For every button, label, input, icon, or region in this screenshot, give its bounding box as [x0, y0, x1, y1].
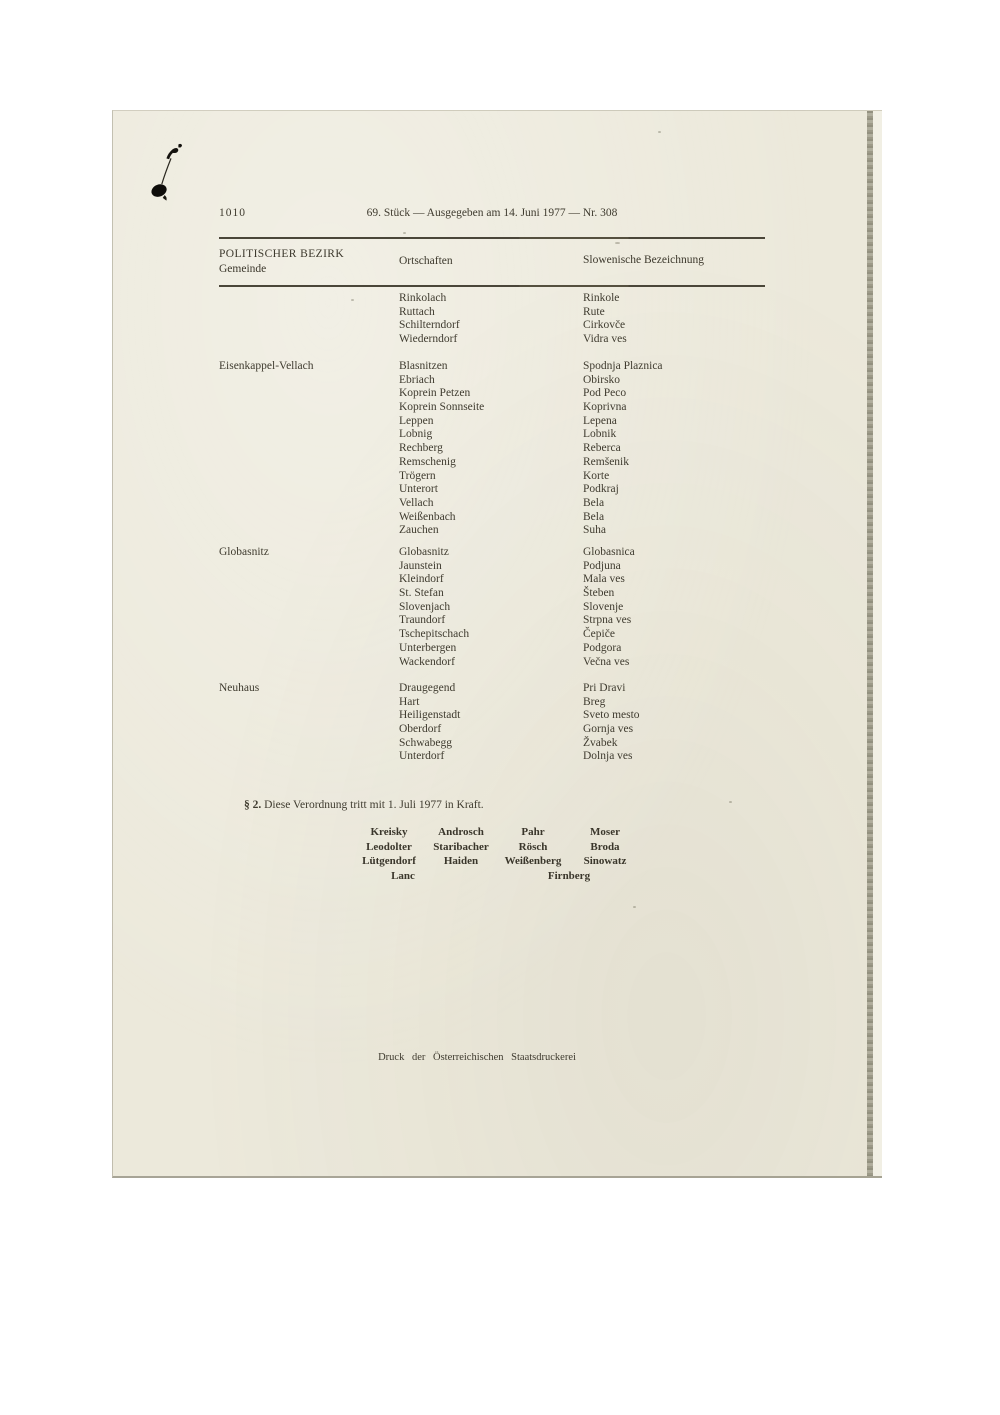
signature-name: Lütgendorf	[362, 855, 416, 868]
slowenisch-cell: Suha	[583, 524, 606, 537]
ortschaft-cell: Tschepitschach	[399, 628, 470, 641]
section-2-paragraph	[244, 799, 484, 813]
table-row	[113, 601, 813, 615]
ortschaft-cell: Ruttach	[399, 305, 435, 318]
section-text: Diese Verordnung tritt mit 1. Juli 1977 in Kraft.	[261, 799, 484, 811]
signature-name: Androsch	[438, 826, 484, 838]
ortschaft-cell: Kleindorf	[399, 573, 444, 586]
slowenisch-cell: Žvabek	[583, 736, 618, 749]
table-group	[113, 682, 813, 764]
slowenisch-cell: Bela	[583, 510, 605, 523]
ortschaft-cell: Wiederndorf	[399, 333, 458, 346]
slowenisch-cell: Pri Dravi	[583, 682, 626, 694]
table-row	[113, 573, 813, 587]
signature-name: Leodolter	[366, 840, 412, 853]
table-header-rule	[219, 285, 765, 287]
table-group	[113, 360, 813, 538]
ortschaft-cell: Draugegend	[399, 682, 456, 694]
ortschaft-cell: Ebriach	[399, 373, 435, 386]
scan-edge-line	[867, 111, 873, 1176]
slowenisch-cell: Cirkovče	[583, 319, 626, 332]
scan-speck	[403, 232, 406, 234]
gemeinde-label: Neuhaus	[219, 682, 260, 694]
table-row	[113, 456, 813, 470]
table-row	[113, 306, 813, 320]
slowenisch-cell: Mala ves	[583, 573, 625, 586]
table-row	[113, 415, 813, 429]
ortschaft-cell: Weißenbach	[399, 510, 456, 523]
table-row	[113, 682, 813, 696]
signature-name: Moser	[590, 826, 620, 838]
table-row	[113, 360, 813, 374]
page-header	[219, 207, 765, 223]
slowenisch-cell: Dolnja ves	[583, 750, 633, 763]
document-page	[112, 110, 882, 1178]
slowenisch-cell: Podjuna	[583, 559, 621, 572]
slowenisch-cell: Bela	[583, 496, 605, 509]
ortschaft-cell: St. Stefan	[399, 587, 444, 600]
ortschaft-cell: Leppen	[399, 414, 434, 427]
slowenisch-cell: Pod Peco	[583, 387, 627, 400]
ortschaft-cell: Vellach	[399, 496, 434, 509]
signature-name: Pahr	[521, 826, 545, 838]
table-row	[113, 401, 813, 415]
table-row	[113, 470, 813, 484]
slowenisch-cell: Podgora	[583, 641, 622, 654]
col-header-gemeinde: Gemeinde	[219, 263, 267, 275]
signature-name: Haiden	[443, 855, 479, 868]
slowenisch-cell: Podkraj	[583, 483, 619, 496]
table-row	[113, 497, 813, 511]
table-row	[113, 642, 813, 656]
signature-name: Sinowatz	[583, 855, 627, 868]
ortschaft-cell: Koprein Sonnseite	[399, 401, 485, 414]
slowenisch-cell: Spodnja Plaznica	[583, 360, 663, 372]
signature-row	[353, 854, 641, 869]
table-row	[113, 737, 813, 751]
table-row	[113, 319, 813, 333]
slowenisch-cell: Reberca	[583, 442, 621, 455]
table-row	[113, 483, 813, 497]
page-edge	[872, 111, 882, 1176]
table-group	[113, 546, 813, 669]
ortschaft-cell: Hart	[399, 695, 420, 708]
signature-row	[353, 840, 641, 855]
gemeinde-label: Globasnitz	[219, 546, 269, 558]
slowenisch-cell: Rinkole	[583, 292, 620, 304]
col-header-bezirk: POLITISCHER BEZIRK	[219, 248, 345, 260]
ortschaft-cell: Wackendorf	[399, 655, 455, 668]
scan-speck	[633, 906, 636, 908]
page-number: 1010	[219, 207, 246, 219]
signature-name: Lanc	[391, 869, 415, 882]
table-row	[113, 723, 813, 737]
slowenisch-cell: Večna ves	[583, 655, 630, 668]
slowenisch-cell: Čepiče	[583, 628, 615, 641]
ortschaft-cell: Traundorf	[399, 614, 446, 627]
table-top-rule	[219, 237, 765, 239]
table-group	[113, 292, 813, 347]
signature-name: Broda	[590, 840, 620, 853]
slowenisch-cell: Vidra ves	[583, 333, 627, 346]
printer-footer: Druck der Österreichischen Staatsdruckerei	[378, 1052, 576, 1063]
scan-speck	[729, 801, 732, 803]
ortschaft-cell: Unterdorf	[399, 750, 445, 763]
ortschaft-cell: Blasnitzen	[399, 360, 448, 372]
signature-name: Weißenberg	[504, 855, 562, 868]
scan-speck	[615, 242, 620, 244]
slowenisch-cell: Gornja ves	[583, 723, 634, 736]
slowenisch-cell: Koprivna	[583, 401, 627, 414]
table-row	[113, 696, 813, 710]
ortschaft-cell: Oberdorf	[399, 723, 442, 736]
slowenisch-cell: Lobnik	[583, 428, 617, 441]
slowenisch-cell: Obirsko	[583, 373, 621, 386]
issue-title: 69. Stück — Ausgegeben am 14. Juni 1977 — Nr. 308	[366, 207, 618, 219]
signature-name: Rösch	[518, 840, 548, 853]
signature-row	[353, 825, 641, 840]
ortschaft-cell: Rinkolach	[399, 292, 447, 304]
table-row	[113, 524, 813, 538]
col-header-ortschaften: Ortschaften	[399, 255, 453, 267]
ortschaft-cell: Schwabegg	[399, 736, 453, 749]
table-row	[113, 374, 813, 388]
slowenisch-cell: Breg	[583, 695, 606, 708]
signature-name: Staribacher	[433, 840, 489, 853]
table-row	[113, 628, 813, 642]
table-row	[113, 292, 813, 306]
table-row	[113, 614, 813, 628]
table-row	[113, 333, 813, 347]
table-row	[113, 428, 813, 442]
signature-name: Kreisky	[370, 826, 408, 838]
ortschaft-cell: Slovenjach	[399, 600, 451, 613]
table-row	[113, 511, 813, 525]
slowenisch-cell: Korte	[583, 469, 610, 482]
slowenisch-cell: Sveto mesto	[583, 709, 640, 722]
ink-blot	[148, 139, 194, 209]
table-row	[113, 442, 813, 456]
table-row	[113, 750, 813, 764]
ortschaft-cell: Heiligenstadt	[399, 709, 461, 722]
table-row	[113, 709, 813, 723]
slowenisch-cell: Remšenik	[583, 455, 629, 468]
ortschaft-cell: Schilterndorf	[399, 319, 460, 332]
scan-speck	[658, 131, 661, 133]
table-row	[113, 387, 813, 401]
table-row	[113, 560, 813, 574]
slowenisch-cell: Slovenje	[583, 600, 624, 613]
ortschaft-cell: Trögern	[399, 469, 436, 482]
ortschaft-cell: Unterort	[399, 483, 438, 496]
slowenisch-cell: Strpna ves	[583, 614, 632, 627]
signatures-block	[353, 825, 641, 883]
section-label: § 2.	[244, 799, 262, 811]
gemeinde-label: Eisenkappel-Vellach	[219, 360, 314, 372]
table-row	[113, 546, 813, 560]
ortschaft-cell: Koprein Petzen	[399, 387, 471, 400]
signature-row	[353, 869, 641, 884]
slowenisch-cell: Šteben	[583, 587, 615, 600]
ortschaft-cell: Lobnig	[399, 428, 433, 441]
slowenisch-cell: Rute	[583, 305, 605, 318]
slowenisch-cell: Globasnica	[583, 546, 635, 558]
ortschaft-cell: Zauchen	[399, 524, 439, 537]
table-row	[113, 656, 813, 670]
col-header-slowenische-bezeichnung: Slowenische Bezeichnung	[583, 254, 705, 266]
ortschaft-cell: Rechberg	[399, 442, 443, 455]
slowenisch-cell: Lepena	[583, 414, 617, 427]
signature-name: Firnberg	[547, 869, 591, 882]
ortschaft-cell: Unterbergen	[399, 641, 457, 654]
ortschaft-cell: Globasnitz	[399, 546, 449, 558]
ortschaft-cell: Remschenig	[399, 455, 456, 468]
ortschaft-cell: Jaunstein	[399, 559, 442, 572]
table-row	[113, 587, 813, 601]
